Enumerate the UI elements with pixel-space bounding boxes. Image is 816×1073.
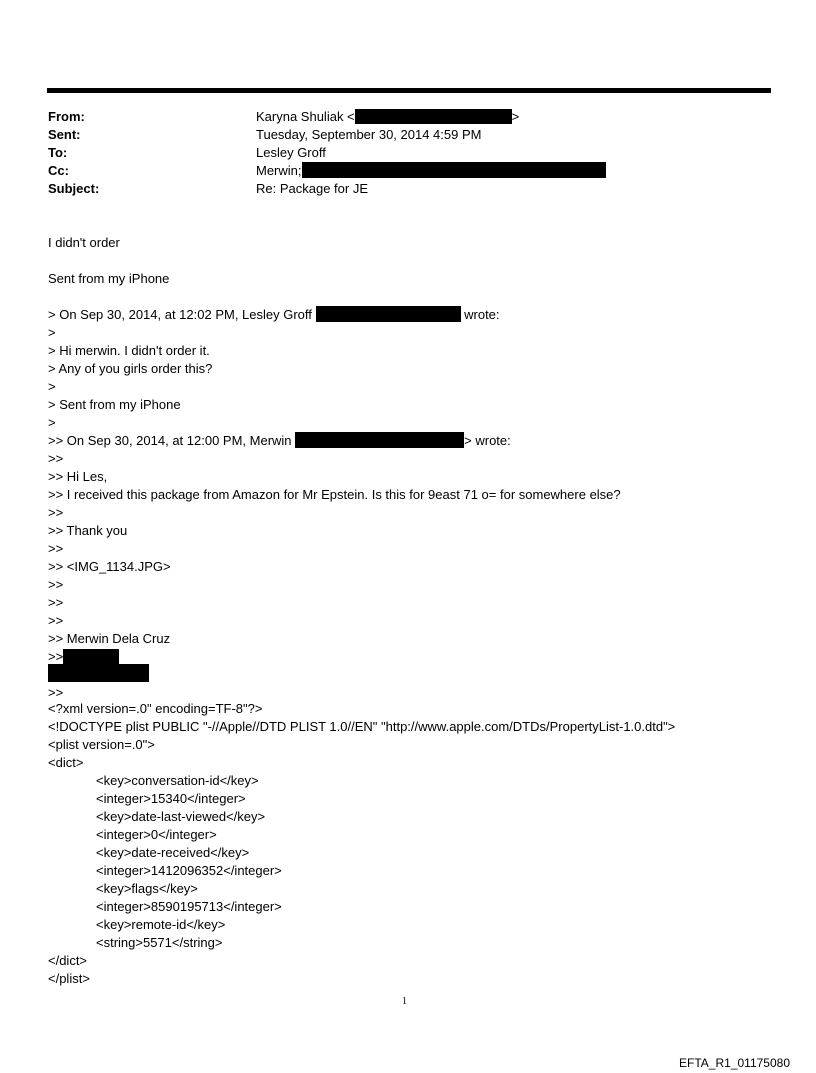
quote-line: >>	[48, 595, 64, 610]
redaction-box	[295, 432, 464, 448]
quote-line: >>	[48, 613, 64, 628]
xml-line: </dict>	[48, 953, 88, 968]
from-end: >	[511, 109, 520, 124]
xml-line: <integer>15340</integer>	[96, 791, 246, 806]
xml-line: <!DOCTYPE plist PUBLIC "-//Apple//DTD PLIST 1.0//EN" "http://www.apple.com/DTDs/PropertyList-1.0.dtd">	[48, 719, 676, 734]
sent-label: Sent:	[48, 127, 81, 142]
quote-line: >>	[48, 685, 64, 700]
xml-line: <integer>8590195713</integer>	[96, 899, 282, 914]
quote-line: > Hi merwin. I didn't order it.	[48, 343, 210, 358]
redaction-box	[355, 109, 512, 124]
quote-text: wrote:	[460, 307, 500, 322]
xml-line: <integer>1412096352</integer>	[96, 863, 282, 878]
xml-line: <plist version=.0">	[48, 737, 155, 752]
from-name: Karyna Shuliak <	[256, 109, 355, 124]
quote-line: > Sent from my iPhone	[48, 397, 181, 412]
subject-label: Subject:	[48, 181, 100, 196]
quote-line	[48, 432, 511, 450]
quote-line: >> I received this package from Amazon for Mr Epstein. Is this for 9east 71 o= for somewhere else?	[48, 487, 621, 502]
quote-line: >	[48, 415, 56, 430]
quote-text: >>	[48, 649, 64, 664]
quote-line: > Any of you girls order this?	[48, 361, 213, 376]
quote-line: >>	[48, 505, 64, 520]
cc-value	[256, 162, 606, 180]
from-value	[256, 108, 519, 126]
xml-line: <integer>0</integer>	[96, 827, 217, 842]
quote-line: >	[48, 379, 56, 394]
redaction-box	[302, 162, 606, 178]
redaction-box	[48, 664, 149, 682]
quote-line: >> Hi Les,	[48, 469, 108, 484]
quote-line: >>	[48, 577, 64, 592]
from-label: From:	[48, 109, 85, 124]
quote-line: >>	[48, 541, 64, 556]
quote-line	[48, 306, 500, 324]
quote-line: >	[48, 325, 56, 340]
redaction-box	[316, 306, 461, 322]
xml-line: <key>remote-id</key>	[96, 917, 226, 932]
to-value: Lesley Groff	[256, 145, 326, 160]
xml-line: <key>flags</key>	[96, 881, 198, 896]
xml-line: </plist>	[48, 971, 90, 986]
quote-line: >> Merwin Dela Cruz	[48, 631, 171, 646]
xml-line: <string>5571</string>	[96, 935, 223, 950]
cc-label: Cc:	[48, 163, 69, 178]
xml-line: <?xml version=.0" encoding=TF-8"?>	[48, 701, 263, 716]
quote-text: > On Sep 30, 2014, at 12:02 PM, Lesley Groff	[48, 307, 316, 322]
xml-line: <dict>	[48, 755, 84, 770]
to-label: To:	[48, 145, 68, 160]
header-rule	[47, 88, 771, 93]
page-number: 1	[402, 996, 407, 1007]
subject-value: Re: Package for JE	[256, 181, 368, 196]
quote-text: >> On Sep 30, 2014, at 12:00 PM, Merwin	[48, 433, 296, 448]
sent-value: Tuesday, September 30, 2014 4:59 PM	[256, 127, 482, 142]
footer-document-id: EFTA_R1_01175080	[679, 1056, 790, 1070]
cc-name: Merwin;	[256, 163, 302, 178]
body-line: Sent from my iPhone	[48, 271, 170, 286]
redaction-box	[63, 649, 119, 665]
quote-line: >> Thank you	[48, 523, 128, 538]
xml-line: <key>date-received</key>	[96, 845, 250, 860]
xml-line: <key>conversation-id</key>	[96, 773, 259, 788]
quote-text: > wrote:	[464, 433, 511, 448]
quote-line: >> <IMG_1134.JPG>	[48, 559, 171, 574]
xml-line: <key>date-last-viewed</key>	[96, 809, 266, 824]
quote-line: >>	[48, 451, 64, 466]
body-line: I didn't order	[48, 235, 120, 250]
